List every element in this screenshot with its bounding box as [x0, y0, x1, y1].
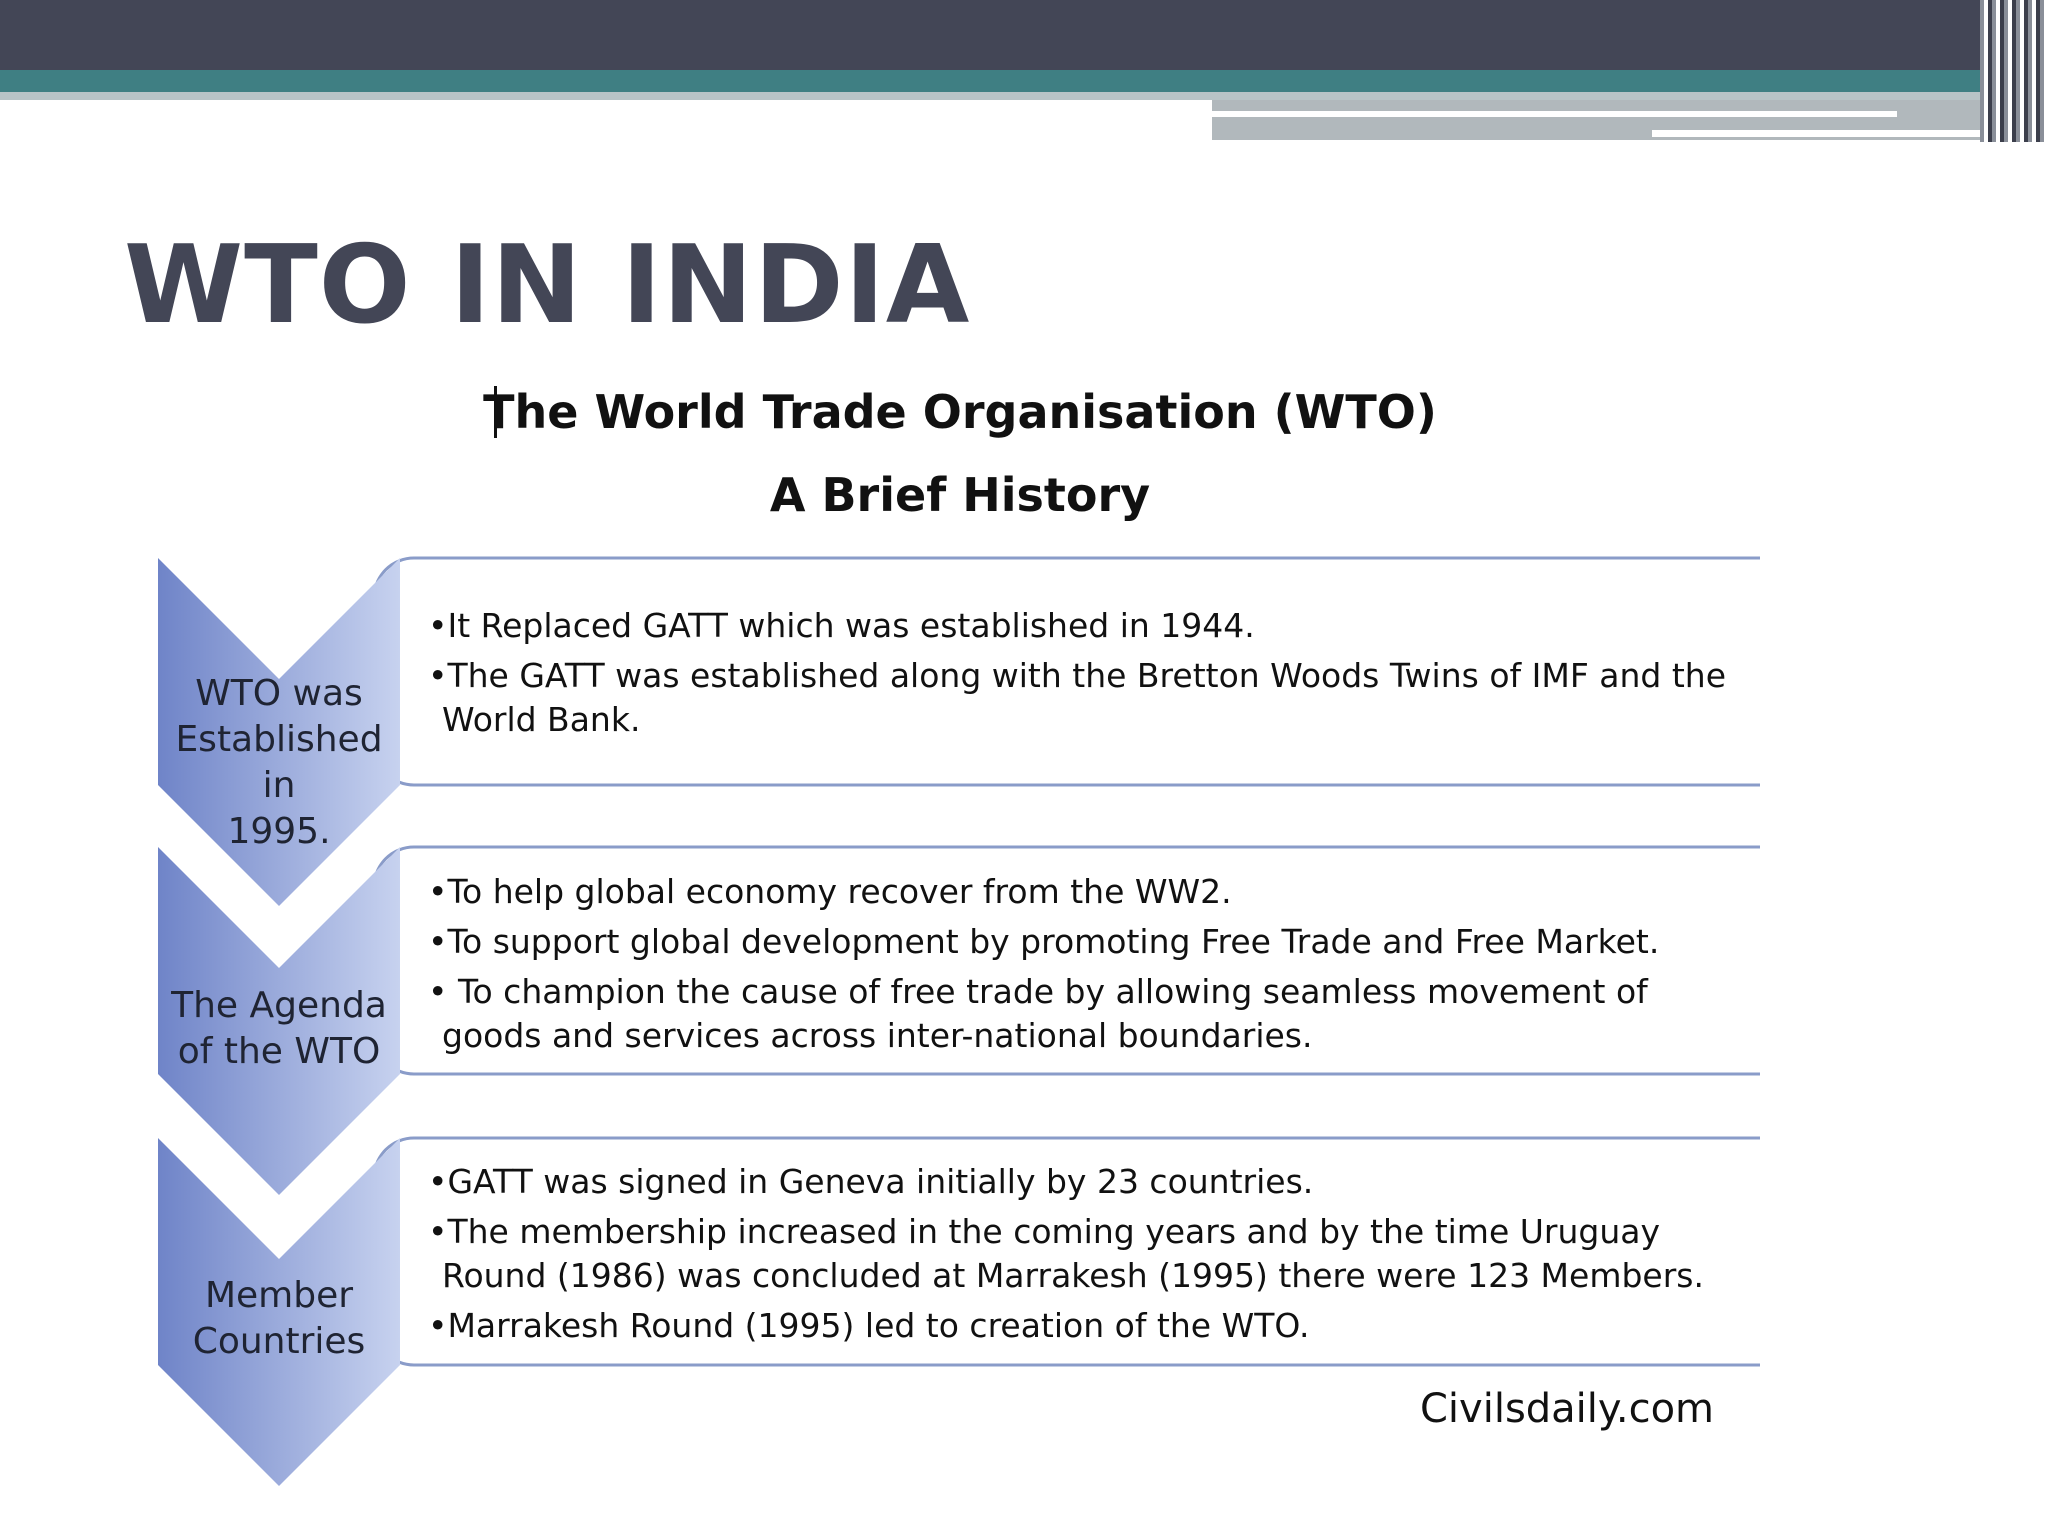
bullet-text: •To support global development by promoting Free Trade and Free Market. — [428, 922, 1660, 961]
section-bullets-members — [428, 1160, 1748, 1354]
header-accent-line — [1212, 111, 1897, 117]
figure-title: The World Trade Organisation (WTO) — [483, 385, 1437, 439]
history-diagram — [150, 555, 1760, 1495]
source-credit: Civilsdaily.com — [1420, 1386, 1715, 1432]
bullet-text: •The GATT was established along with the Bretton Woods Twins of IMF and the — [428, 656, 1727, 695]
label-line: WTO was — [195, 673, 363, 714]
label-line: Member — [204, 1275, 354, 1316]
header-bar-dark — [0, 0, 2048, 70]
bullet-text: •Marrakesh Round (1995) led to creation of the WTO. — [428, 1306, 1310, 1345]
slide-title: WTO IN INDIA — [124, 223, 971, 348]
label-line: Countries — [192, 1321, 366, 1362]
header-accent-line-short — [1652, 130, 2012, 137]
bullet-text: •It Replaced GATT which was established in 1944. — [428, 606, 1255, 645]
label-line: The Agenda — [171, 985, 387, 1026]
section-bullets-agenda — [428, 870, 1748, 1064]
bullet-text: •GATT was signed in Geneva initially by 23 countries. — [428, 1162, 1314, 1201]
label-line: of the WTO — [177, 1031, 381, 1072]
bullet-text: goods and services across inter-national boundaries. — [442, 1016, 1313, 1055]
bullet-text: World Bank. — [442, 700, 641, 739]
figure-subtitle: A Brief History — [769, 468, 1151, 522]
bullet-text: •The membership increased in the coming years and by the time Uruguay — [428, 1212, 1660, 1251]
bullet-text: •To help global economy recover from the WW2. — [428, 872, 1232, 911]
section-label-established — [159, 671, 399, 855]
header-bar-shadow — [0, 92, 2048, 100]
section-label-agenda — [159, 983, 399, 1075]
label-line: 1995. — [227, 811, 331, 852]
header-bar-teal — [0, 70, 2048, 92]
header-stripes — [1980, 0, 2048, 142]
section-label-members — [159, 1273, 399, 1365]
bullet-text: Round (1986) was concluded at Marrakesh (1995) there were 123 Members. — [442, 1256, 1704, 1295]
section-bullets-established — [428, 604, 1748, 748]
bullet-text: • To champion the cause of free trade by allowing seamless movement of — [428, 972, 1648, 1011]
label-line: Established in — [175, 719, 383, 806]
